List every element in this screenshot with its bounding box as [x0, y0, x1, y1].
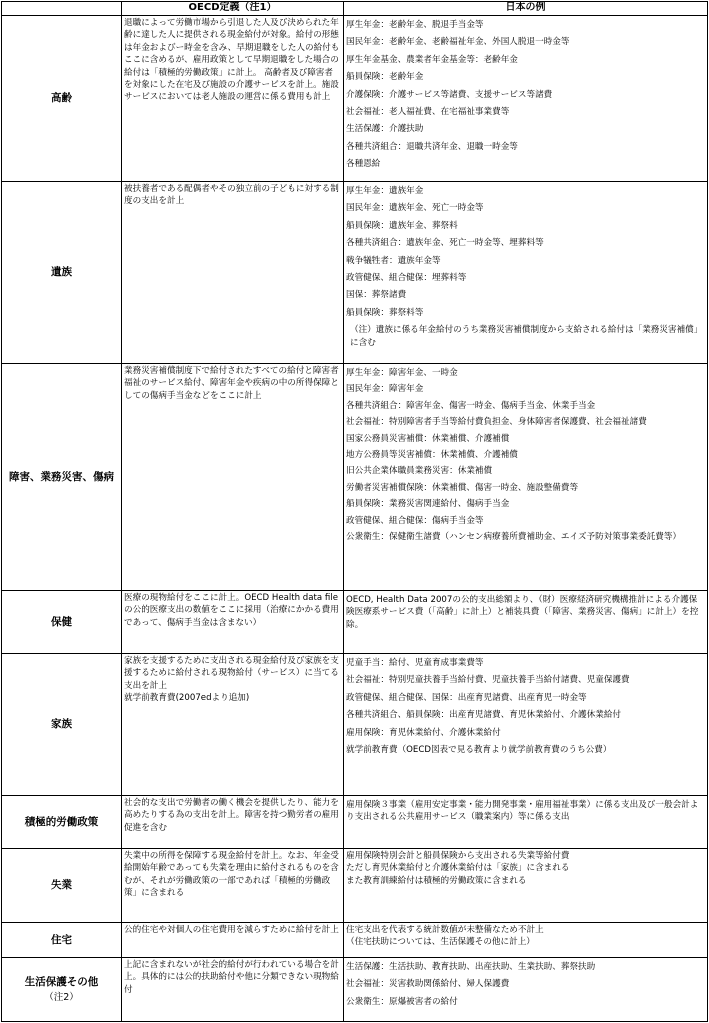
- header-oecd-definition: OECD定義（注1）: [122, 2, 344, 16]
- category-cell: [2, 364, 122, 591]
- list-item: 船員保険：葬祭料等: [346, 307, 424, 318]
- table-row: [2, 654, 708, 796]
- list-item: 社会福祉：特別障害者手当等給付費負担金、身体障害者保護費、社会福祉諸費: [346, 417, 647, 428]
- list-item: 社会福祉：老人福祉費、在宅福祉事業費等: [346, 107, 510, 118]
- list-item: 生活保護：介護扶助: [346, 124, 424, 135]
- table-row: [2, 796, 708, 849]
- japan-examples-cell: [344, 923, 708, 958]
- japan-examples-cell: [344, 182, 708, 364]
- list-item: 厚生年金：老齢年金、脱退手当金等: [346, 20, 484, 30]
- social-expenditure-definition-table: [1, 1, 708, 1022]
- oecd-definition-cell: 退職によって労働市場から引退した人及び決められた年齢に達した人に提供される現金給付が対象。給付の形態は年金およびー時金を含み、早期退職をした人の給付もここに含めるが、雇用政策として早期退職をした場合の給付は「積極的労働政策」に計上。 高齢者及び障害者を対象にした在宅及び施設の介護サービスを計上。施設サービスにおいては老人施設の運営に係る費用も計上: [122, 16, 344, 182]
- category-label: 積極的労働政策: [24, 815, 99, 828]
- japan-examples-cell: [344, 958, 708, 1022]
- list-item: 雇用保険特別会計と船員保険から支出される失業等給付費: [346, 851, 570, 861]
- category-label: 保健: [51, 615, 72, 628]
- list-item: 船員保険：老齢年金: [346, 72, 424, 83]
- category-label: 失業: [51, 879, 72, 891]
- category-cell: [2, 923, 122, 958]
- table-row: [2, 849, 708, 923]
- list-item: 厚生年金：障害年金、一時金: [346, 368, 458, 378]
- list-item: 厚生年金基金、農業者年金基金等：老齢年金: [346, 54, 518, 65]
- list-item: 生活保護：生活扶助、教育扶助、出産扶助、生業扶助、葬祭扶助: [346, 962, 596, 972]
- category-note: （注2）: [44, 991, 79, 1003]
- list-item: 住宅支出を代表する統計数値が未整備なため不計上: [346, 925, 544, 935]
- list-item: 国保：葬祭諸費: [346, 290, 407, 301]
- category-cell: [2, 654, 122, 796]
- table-header-row: [2, 2, 708, 16]
- list-item: ただし育児休業給付と介護休業給付は「家族」に含まれる: [346, 863, 570, 874]
- japan-examples-cell: [344, 796, 708, 849]
- list-item: 国民年金：障害年金: [346, 384, 424, 395]
- oecd-definition-cell: 社会的な支出で労働者の働く機会を提供したり、能力を高めたりする為の支出を計上。障害を持つ勤労者の雇用促進を含む: [122, 796, 344, 849]
- list-item: 旧公共企業体職員業務災害：休業補償: [346, 466, 493, 477]
- list-item: また教育訓練給付は積極的労働政策に含まれる: [346, 875, 527, 886]
- list-item: 政管健保、組合健保、国保：出産育児諸費、出産育児一時金等: [346, 692, 587, 703]
- list-item: 雇用保険３事業（雇用安定事業・能力開発事業・雇用福祉事業）に係る支出及び一般会計より支出される公共雇用サービス（職業案内）等に係る支出: [346, 800, 699, 823]
- list-item: 船員保険：業務災害関連給付、傷病手当金: [346, 499, 510, 510]
- oecd-definition-cell: 上記に含まれないが社会的給付が行われている場合を計上。具体的には公的扶助給付や他に分類できない現物給付: [122, 958, 344, 1022]
- list-item: 国民年金：老齢年金、老齢福祉年金、外国人脱退一時金等: [346, 37, 570, 48]
- table-row: [2, 364, 708, 591]
- list-item: 各種共済組合：遺族年金、死亡一時金等、埋葬料等: [346, 238, 544, 249]
- list-item: 各種共済組合、船員保険：出産育児諸費、育児休業給付、介護休業給付: [346, 710, 622, 721]
- list-item: OECD, Health Data 2007の公的支出総額より、（財）医療経済研究機構推計による介護保険医療系サービス費（「高齢」に計上）と補装具費（「障害、業務災害、傷病」に計上）を控除。: [346, 595, 699, 630]
- footnote-item: （注）遺族に係る年金給付のうち業務災害補償制度から支給される給付は「業務災害補償」に含む: [350, 325, 703, 348]
- category-label: 生活保護その他: [24, 975, 99, 988]
- list-item: 就学前教育費（OECD図表で見る教育より就学前教育費のうち公費）: [346, 745, 612, 756]
- list-item: 公衆衛生：原爆被害者の給付: [346, 996, 458, 1007]
- category-cell: [2, 958, 122, 1022]
- list-item: 社会福祉：特別児童扶養手当給付費、児童扶養手当給付諸費、児童保護費: [346, 675, 630, 686]
- oecd-definition-cell: 家族を支援するために支出される現金給付及び家族を支援するために給付される現物給付（サービス）に当てる支出を計上 就学前教育費(2007edより追加): [122, 654, 344, 796]
- oecd-definition-cell: 医療の現物給付をここに計上。OECD Health data fileの公的医療支出の数値をここに採用（治療にかかる費用であって、傷病手当金は含まない）: [122, 591, 344, 654]
- list-item: 社会福祉：災害救助関係給付、婦人保護費: [346, 979, 510, 990]
- oecd-definition-cell: 被扶養者である配偶者やその独立前の子どもに対する制度の支出を計上: [122, 182, 344, 364]
- table-row: [2, 958, 708, 1022]
- category-label: 家族: [51, 718, 72, 730]
- japan-examples-cell: [344, 16, 708, 182]
- list-item: 船員保険：遺族年金、葬祭料: [346, 220, 458, 231]
- header-category: [2, 2, 122, 16]
- table-row: [2, 16, 708, 182]
- category-cell: [2, 591, 122, 654]
- category-cell: [2, 796, 122, 849]
- oecd-definition-cell: 業務災害補償制度下で給付されたすべての給付と障害者福祉のサービス給付、障害年金や疾病の中の所得保障としての傷病手当金などをここに計上: [122, 364, 344, 591]
- list-item: 地方公務員等災害補償：休業補償、介護補償: [346, 450, 518, 461]
- category-label: 障害、業務災害、傷病: [9, 470, 114, 483]
- list-item: 雇用保険：育児休業給付、介護休業給付: [346, 727, 501, 738]
- japan-examples-cell: [344, 849, 708, 923]
- oecd-definition-cell: 失業中の所得を保障する現金給付を計上。なお、年金受給開始年齢であっても失業を理由に給付されるものを含むが、それが労働政策の一部であれば「積極的労働政策」に含まれる: [122, 849, 344, 923]
- list-item: 各種共済組合：退職共済年金、退職一時金等: [346, 141, 518, 152]
- list-item: 介護保険：介護サービス等諸費、支援サービス等諸費: [346, 89, 553, 100]
- list-item: 国家公務員災害補償：休業補償、介護補償: [346, 433, 510, 444]
- category-label: 遺族: [51, 266, 72, 278]
- category-cell: [2, 182, 122, 364]
- list-item: 政管健保、組合健保：埋葬料等: [346, 273, 467, 284]
- list-item: 政管健保、組合健保：傷病手当金等: [346, 515, 484, 526]
- japan-examples-cell: [344, 364, 708, 591]
- list-item: 労働者災害補償保険：休業補償、傷害一時金、施設整備費等: [346, 482, 579, 493]
- category-label: 高齢: [51, 92, 72, 104]
- category-label: 住宅: [51, 933, 72, 946]
- table-row: [2, 591, 708, 654]
- japan-examples-cell: [344, 591, 708, 654]
- list-item: （住宅扶助については、生活保護その他に計上）: [346, 937, 535, 948]
- list-item: 厚生年金：遺族年金: [346, 186, 424, 196]
- header-japan-examples: 日本の例: [344, 2, 708, 16]
- table-row: [2, 182, 708, 364]
- category-cell: [2, 16, 122, 182]
- oecd-definition-cell: 公的住宅や対個人の住宅費用を減らすために給付を計上: [122, 923, 344, 958]
- table-row: [2, 923, 708, 958]
- list-item: 各種恩給: [346, 159, 381, 170]
- list-item: 国民年金：遺族年金、死亡一時金等: [346, 203, 484, 214]
- japan-examples-cell: [344, 654, 708, 796]
- category-cell: [2, 849, 122, 923]
- list-item: 戦争犠牲者：遺族年金等: [346, 255, 441, 266]
- list-item: 各種共済組合：障害年金、傷害一時金、傷病手当金、休業手当金: [346, 400, 596, 411]
- list-item: 公衆衛生：保健衛生諸費（ハンセン病療養所費補助金、エイズ予防対策事業委託費等）: [346, 532, 682, 543]
- list-item: 児童手当：給付、児童育成事業費等: [346, 658, 484, 668]
